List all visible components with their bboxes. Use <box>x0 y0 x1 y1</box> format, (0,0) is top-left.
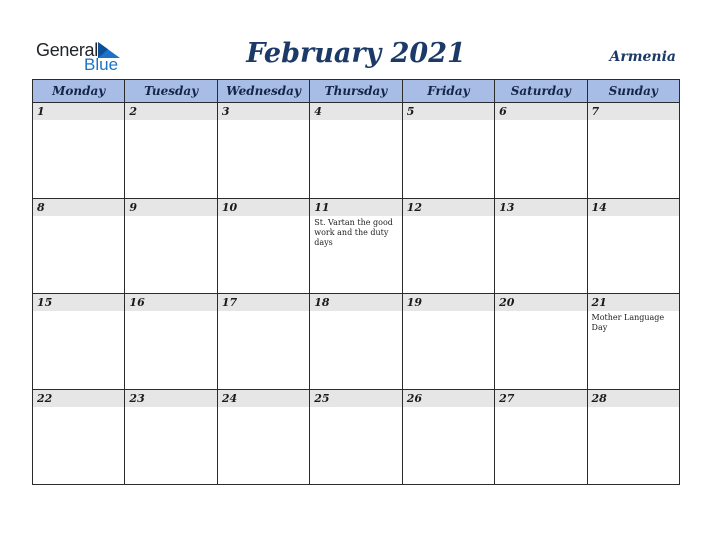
country-label: Armenia <box>609 49 676 65</box>
calendar-grid <box>32 79 680 485</box>
day-cell <box>125 103 217 199</box>
day-number: 21 <box>588 294 679 311</box>
day-number: 17 <box>218 294 309 311</box>
day-cell <box>125 198 217 294</box>
day-number: 6 <box>495 103 586 120</box>
day-cell <box>125 389 217 485</box>
day-cell <box>33 294 125 390</box>
week-row <box>33 103 680 199</box>
weekday-header: Tuesday <box>125 80 217 103</box>
day-number: 11 <box>310 199 401 216</box>
day-cell <box>217 103 309 199</box>
day-cell <box>587 103 679 199</box>
day-cell <box>310 103 402 199</box>
day-number: 1 <box>33 103 124 120</box>
day-cell <box>310 294 402 390</box>
day-cell <box>402 294 494 390</box>
day-number: 18 <box>310 294 401 311</box>
day-cell <box>587 198 679 294</box>
day-cell <box>217 389 309 485</box>
day-number: 13 <box>495 199 586 216</box>
week-row <box>33 294 680 390</box>
day-number: 24 <box>218 390 309 407</box>
logo-text-general: General <box>36 40 98 60</box>
holiday-event: Mother Language Day <box>591 313 665 332</box>
day-number: 2 <box>125 103 216 120</box>
day-cell <box>217 294 309 390</box>
weekday-header: Friday <box>402 80 494 103</box>
day-number: 4 <box>310 103 401 120</box>
holiday-event: St. Vartan the good work and the duty days <box>314 217 393 247</box>
day-cell <box>495 198 587 294</box>
week-row <box>33 198 680 294</box>
day-number: 10 <box>218 199 309 216</box>
calendar-body <box>33 103 680 485</box>
day-number: 27 <box>495 390 586 407</box>
weekday-header: Saturday <box>495 80 587 103</box>
day-cell <box>402 103 494 199</box>
day-number: 3 <box>218 103 309 120</box>
day-cell <box>495 294 587 390</box>
day-cell <box>402 389 494 485</box>
day-number: 25 <box>310 390 401 407</box>
day-number: 12 <box>403 199 494 216</box>
weekday-header: Thursday <box>310 80 402 103</box>
day-number: 7 <box>588 103 679 120</box>
week-row <box>33 389 680 485</box>
day-number: 14 <box>588 199 679 216</box>
day-number: 28 <box>588 390 679 407</box>
day-cell <box>587 389 679 485</box>
logo-text-blue: Blue <box>84 55 119 74</box>
day-number: 22 <box>33 390 124 407</box>
day-number: 15 <box>33 294 124 311</box>
day-number: 8 <box>33 199 124 216</box>
day-cell <box>587 294 679 390</box>
day-cell <box>217 198 309 294</box>
weekday-header: Sunday <box>587 80 679 103</box>
day-number: 5 <box>403 103 494 120</box>
day-cell <box>402 198 494 294</box>
weekday-header: Monday <box>33 80 125 103</box>
day-number: 19 <box>403 294 494 311</box>
day-number: 16 <box>125 294 216 311</box>
day-cell <box>495 103 587 199</box>
day-number: 9 <box>125 199 216 216</box>
day-number: 26 <box>403 390 494 407</box>
calendar-title: February 2021 <box>246 38 466 69</box>
day-number: 20 <box>495 294 586 311</box>
day-cell <box>33 389 125 485</box>
day-cell <box>310 198 402 294</box>
day-cell <box>310 389 402 485</box>
day-cell <box>33 198 125 294</box>
day-cell <box>495 389 587 485</box>
weekday-header: Wednesday <box>217 80 309 103</box>
weekday-header-row <box>33 80 680 103</box>
day-cell <box>125 294 217 390</box>
day-cell <box>33 103 125 199</box>
day-number: 23 <box>125 390 216 407</box>
